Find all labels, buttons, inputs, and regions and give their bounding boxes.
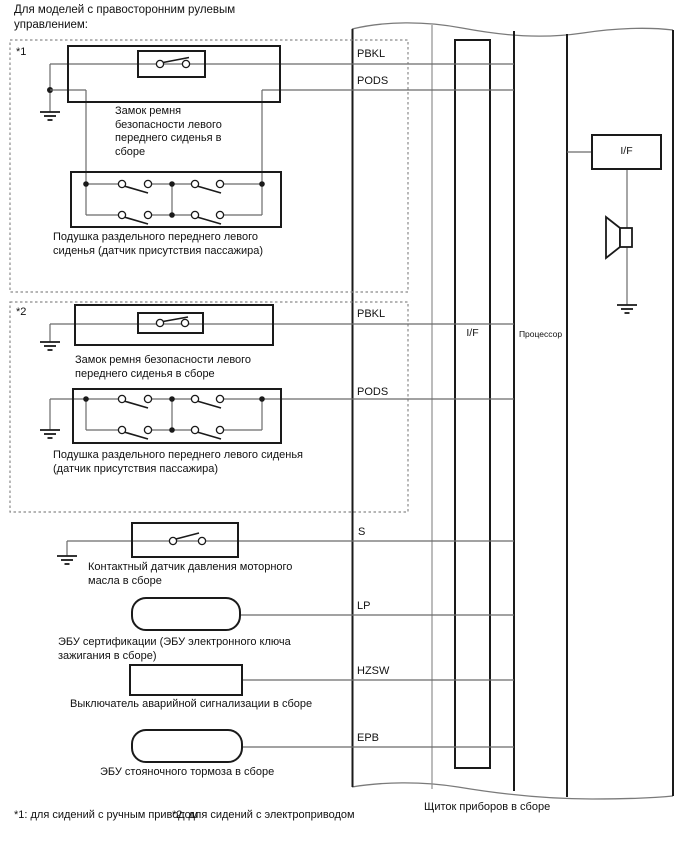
occupant-sensor-2 <box>40 389 514 443</box>
switch-blade <box>124 217 148 224</box>
switch-contact <box>198 537 205 544</box>
buckle-switch-2 <box>75 305 273 345</box>
buckle-switch-1 <box>68 46 280 102</box>
group1-marker: *1 <box>16 46 27 58</box>
buckle1-caption <box>115 105 222 159</box>
switch-contact <box>181 319 188 326</box>
footnote-2: *2: для сидений с электроприводом <box>172 809 355 821</box>
signal-label-hzsw: HZSW <box>357 665 390 677</box>
switch-contact <box>156 60 163 67</box>
epb-ecu-caption: ЭБУ стояночного тормоза в сборе <box>100 766 275 778</box>
switch-contact <box>169 537 176 544</box>
signal-label-pbkl-1: PBKL <box>357 48 386 60</box>
parking-brake-ecu <box>132 730 514 762</box>
audio-interface-label: I/F <box>620 145 633 157</box>
signal-label-s: S <box>358 526 366 538</box>
caption-line: переднего сиденья в сборе <box>75 367 215 380</box>
caption-line: Подушка раздельного переднего левого <box>53 231 259 243</box>
cert-ecu-caption <box>58 636 291 663</box>
signal-label-epb: EPB <box>357 732 380 744</box>
ground-icon <box>617 305 637 313</box>
speaker-icon <box>620 228 632 247</box>
switch-blade <box>124 432 148 439</box>
interface-block <box>455 40 490 768</box>
switch-blade <box>124 401 148 408</box>
switch-contact <box>156 319 163 326</box>
occupant-sensor-1 <box>71 172 281 227</box>
ground-icon <box>40 112 60 120</box>
caption-line: Подушка раздельного переднего левого сиденья <box>53 449 304 461</box>
caption-line: (датчик присутствия пассажира) <box>53 462 219 475</box>
switch-blade <box>176 533 199 539</box>
panel-caption: Щиток приборов в сборе <box>424 801 551 813</box>
speaker-icon <box>606 217 620 258</box>
switch-contact <box>182 60 189 67</box>
oil-pressure-switch <box>57 523 514 564</box>
pad2-caption <box>53 449 303 476</box>
certification-ecu <box>132 598 514 630</box>
caption-line: переднего сиденья в <box>115 132 222 144</box>
oil-switch-caption <box>88 561 292 588</box>
signal-label-pods-2: PODS <box>357 386 389 398</box>
page-title-line2: управлением: <box>14 19 88 31</box>
signal-label-lp: LP <box>357 600 371 612</box>
caption-line: Контактный датчик давления моторного <box>88 561 293 573</box>
switch-blade <box>124 186 148 193</box>
caption-line: Замок ремня <box>115 105 182 117</box>
processor-label: Процессор <box>518 329 563 339</box>
interface-block-label: I/F <box>466 327 479 339</box>
panel-torn-bottom-edge <box>352 783 673 799</box>
page-title-line1: Для моделей с правосторонним рулевым <box>14 4 236 16</box>
caption-line: сиденья (датчик присутствия пассажира) <box>53 244 264 257</box>
group2-region <box>10 302 514 512</box>
caption-line: масла в сборе <box>88 574 162 587</box>
panel-torn-top-edge <box>352 23 673 36</box>
group2-dashed-box <box>10 302 408 512</box>
caption-line: зажигания в сборе) <box>58 649 157 662</box>
signal-label-pbkl-2: PBKL <box>357 308 386 320</box>
buckle2-caption <box>75 354 251 381</box>
caption-line: ЭБУ сертификации (ЭБУ электронного ключа <box>58 636 291 648</box>
ground-icon <box>57 556 77 564</box>
page-title <box>14 3 235 33</box>
hazard-switch-caption: Выключатель аварийной сигнализации в сборе <box>70 698 313 710</box>
caption-line: Замок ремня безопасности левого <box>75 354 252 366</box>
footnote-1: *1: для сидений с ручным приводом <box>14 809 199 821</box>
pad1-caption <box>53 231 263 258</box>
ground-icon <box>40 430 60 438</box>
signal-label-pods-1: PODS <box>357 75 389 87</box>
group2-marker: *2 <box>16 306 27 318</box>
audio-section <box>567 135 661 313</box>
caption-line: безопасности левого <box>115 118 222 131</box>
hazard-warning-switch <box>130 665 514 695</box>
ground-icon <box>40 342 60 350</box>
caption-line: сборе <box>115 145 146 158</box>
